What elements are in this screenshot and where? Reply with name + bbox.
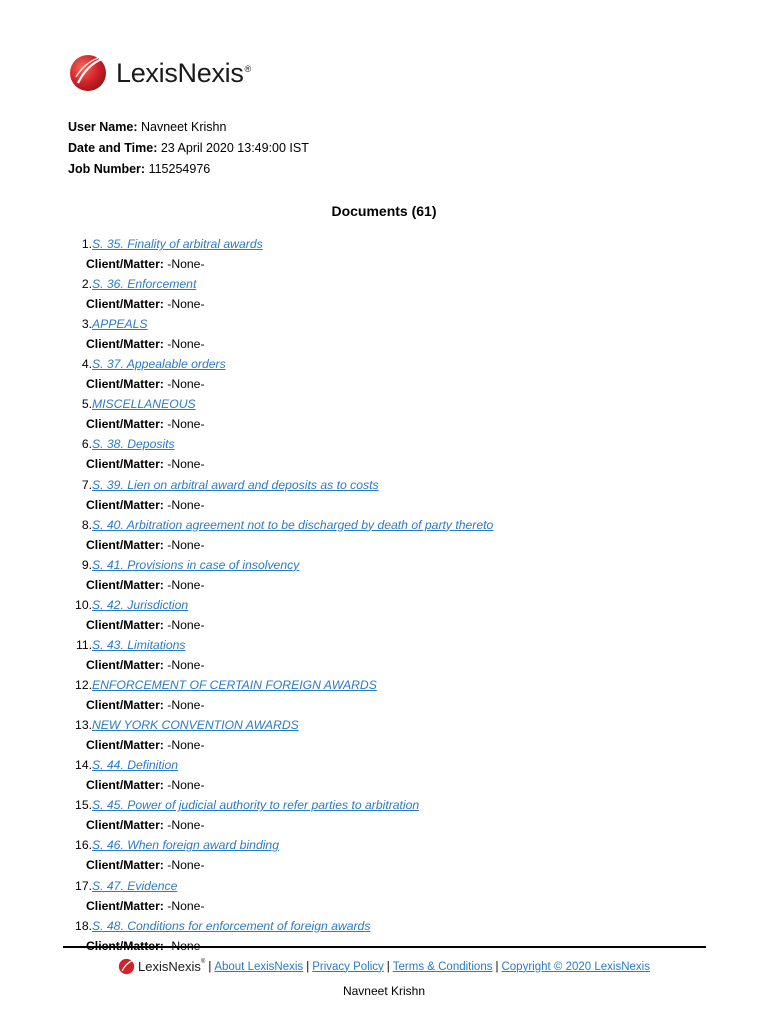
client-matter-value: -None- bbox=[167, 297, 205, 312]
client-matter-value: -None- bbox=[167, 257, 205, 271]
client-matter-value: -None- bbox=[167, 818, 205, 833]
document-link[interactable]: S. 36. Enforcement bbox=[92, 277, 197, 292]
client-matter: Client/Matter: -None- bbox=[86, 738, 205, 753]
document-number: 1. bbox=[81, 237, 92, 251]
job-metadata bbox=[68, 117, 309, 180]
document-link[interactable]: S. 45. Power of judicial authority to refer parties to arbitration bbox=[92, 798, 420, 813]
document-number: 11. bbox=[75, 637, 92, 652]
document-item bbox=[0, 396, 768, 436]
client-matter-value: -None- bbox=[167, 457, 205, 472]
document-item bbox=[0, 717, 768, 757]
client-matter: Client/Matter: -None- bbox=[86, 778, 205, 793]
copyright-link[interactable]: Copyright © 2020 LexisNexis bbox=[501, 960, 650, 973]
client-matter-value: -None- bbox=[167, 738, 205, 753]
document-link[interactable]: S. 37. Appealable orders bbox=[92, 357, 226, 372]
document-number: 12. bbox=[75, 678, 92, 693]
client-matter-value: -None- bbox=[167, 577, 205, 592]
document-link[interactable]: S. 42. Jurisdiction bbox=[92, 597, 189, 612]
document-link[interactable]: S. 44. Definition bbox=[92, 758, 179, 773]
client-matter-value: -None- bbox=[167, 497, 205, 512]
client-matter: Client/Matter: -None- bbox=[86, 858, 205, 873]
user-name-value: Navneet Krishn bbox=[140, 120, 227, 134]
document-item bbox=[0, 597, 768, 637]
document-link[interactable]: ENFORCEMENT OF CERTAIN FOREIGN AWARDS bbox=[92, 678, 377, 693]
client-matter-value: -None- bbox=[167, 657, 205, 672]
document-link[interactable]: S. 46. When foreign award binding bbox=[92, 838, 279, 853]
document-number: 8. bbox=[81, 517, 92, 532]
document-number: 4. bbox=[81, 357, 92, 372]
client-matter-value: -None- bbox=[167, 377, 205, 392]
document-item bbox=[0, 276, 768, 316]
document-link[interactable]: S. 35. Finality of arbitral awards bbox=[92, 237, 263, 251]
document-item bbox=[0, 918, 768, 958]
document-link[interactable]: NEW YORK CONVENTION AWARDS bbox=[92, 718, 299, 733]
document-item bbox=[0, 557, 768, 597]
client-matter: Client/Matter: -None- bbox=[86, 698, 205, 713]
document-link[interactable]: S. 47. Evidence bbox=[92, 878, 178, 893]
user-name-row: User Name: Navneet Krishn bbox=[68, 120, 227, 134]
document-number: 14. bbox=[75, 758, 92, 773]
lexisnexis-logo bbox=[68, 53, 251, 93]
footer-user-name: Navneet Krishn bbox=[342, 984, 426, 998]
client-matter-value: -None- bbox=[167, 778, 205, 793]
document-number: 2. bbox=[81, 277, 92, 292]
document-item bbox=[0, 316, 768, 356]
client-matter-value: -None- bbox=[167, 617, 205, 632]
document-item bbox=[0, 517, 768, 557]
date-time-row: Date and Time: 23 April 2020 13:49:00 IST bbox=[68, 141, 309, 155]
document-item bbox=[0, 356, 768, 396]
client-matter: Client/Matter: -None- bbox=[86, 617, 205, 632]
document-item bbox=[0, 436, 768, 476]
client-matter-value: -None- bbox=[167, 858, 205, 873]
document-number: 15. bbox=[75, 798, 92, 813]
document-link[interactable]: S. 48. Conditions for enforcement of foreign awards bbox=[92, 918, 371, 933]
document-number: 7. bbox=[81, 477, 92, 492]
document-item bbox=[0, 677, 768, 717]
client-matter: Client/Matter: -None- bbox=[86, 457, 205, 472]
footer-divider bbox=[63, 946, 706, 948]
client-matter: Client/Matter: -None- bbox=[86, 898, 205, 913]
client-matter: Client/Matter: -None- bbox=[86, 297, 205, 312]
document-number: 16. bbox=[75, 838, 92, 853]
document-link[interactable]: S. 41. Provisions in case of insolvency bbox=[92, 557, 300, 572]
document-item bbox=[0, 797, 768, 837]
about-link[interactable]: About LexisNexis bbox=[214, 960, 304, 973]
document-item bbox=[0, 878, 768, 918]
privacy-policy-link[interactable]: Privacy Policy bbox=[312, 960, 384, 973]
client-matter: Client/Matter: -None- bbox=[86, 577, 205, 592]
client-matter: Client/Matter: -None- bbox=[86, 818, 205, 833]
document-link[interactable]: APPEALS bbox=[92, 317, 148, 332]
logo-wordmark: LexisNexis bbox=[116, 57, 244, 88]
terms-link[interactable]: Terms & Conditions bbox=[392, 960, 493, 973]
document-number: 6. bbox=[81, 437, 92, 452]
document-number: 18. bbox=[75, 918, 92, 933]
client-matter-value: -None- bbox=[167, 417, 205, 432]
client-matter: Client/Matter: -None- bbox=[86, 417, 205, 432]
client-matter-value: -None- bbox=[167, 698, 205, 713]
client-matter-value: -None- bbox=[167, 898, 205, 913]
document-link[interactable]: S. 43. Limitations bbox=[92, 637, 186, 652]
registered-mark: ® bbox=[244, 63, 251, 74]
document-link[interactable]: S. 39. Lien on arbitral award and deposits as to costs bbox=[92, 477, 379, 492]
lexisnexis-logo-icon bbox=[68, 53, 108, 93]
client-matter: Client/Matter: -None- bbox=[86, 377, 205, 392]
document-number: 10. bbox=[75, 597, 92, 612]
document-item bbox=[0, 637, 768, 677]
document-number: 3. bbox=[81, 317, 92, 332]
document-item bbox=[0, 757, 768, 797]
document-link[interactable]: S. 38. Deposits bbox=[92, 437, 175, 452]
document-item bbox=[0, 236, 768, 276]
client-matter: Client/Matter: -None- bbox=[86, 257, 205, 271]
document-item bbox=[0, 837, 768, 877]
document-link[interactable]: MISCELLANEOUS bbox=[92, 397, 196, 412]
document-number: 13. bbox=[75, 718, 92, 733]
client-matter-value: -None- bbox=[167, 537, 205, 552]
date-time-value: 23 April 2020 13:49:00 IST bbox=[160, 141, 309, 155]
document-item bbox=[0, 477, 768, 517]
client-matter-value: -None- bbox=[167, 337, 205, 352]
documents-list bbox=[0, 236, 768, 958]
document-number: 9. bbox=[81, 557, 92, 572]
client-matter: Client/Matter: -None- bbox=[86, 657, 205, 672]
job-number-value: 115254976 bbox=[148, 162, 211, 176]
documents-heading: Documents (61) bbox=[331, 203, 437, 219]
footer-wordmark: LexisNexis bbox=[138, 959, 201, 974]
client-matter: Client/Matter: -None- bbox=[86, 537, 205, 552]
client-matter: Client/Matter: -None- bbox=[86, 497, 205, 512]
job-number-row: Job Number: 115254976 bbox=[68, 162, 211, 176]
lexisnexis-footer-logo-icon bbox=[118, 958, 135, 975]
client-matter: Client/Matter: -None- bbox=[86, 337, 205, 352]
document-number: 5. bbox=[81, 397, 92, 412]
footer: LexisNexis® | About LexisNexis | Privacy Policy | Terms & Conditions | Copyright © 2020 LexisNexis bbox=[0, 958, 768, 978]
document-link[interactable]: S. 40. Arbitration agreement not to be discharged by death of party thereto bbox=[92, 517, 494, 532]
document-number: 17. bbox=[75, 878, 92, 893]
